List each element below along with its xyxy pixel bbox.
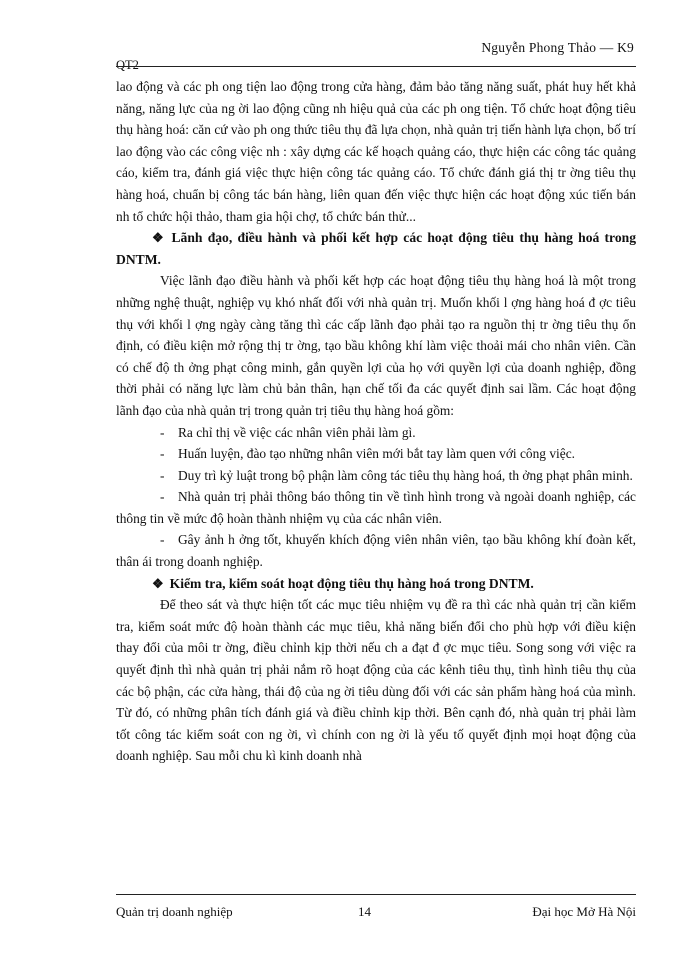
dash-bullet-icon: - xyxy=(160,446,165,462)
paragraph-1: lao động và các ph ong tiện lao động trong cửa hàng, đảm bảo tăng năng suất, phát huy hết khả năng, năng lực của ng ời lao động cũng nh hiệu quả của các ph ong tiện. Tổ chức hoạt động tiêu thụ hàng hoá: căn cứ vào ph ong thức tiêu thụ đã lựa chọn, nhà quản trị tiến hành lựa chọn, bố trí lao động vào các công việc nh : xây dựng các kế hoạch quảng cáo, thực hiện các công tác quảng cáo, kiểm tra, đánh giá việc thực hiện công tác quảng cáo. Tổ chức đánh giá thị tr ờng tiêu thụ hàng hoá, chuẩn bị công tác bán hàng, liên quan đến việc thực hiện các hoạt động xúc tiến bán nh tổ chức hội thảo, tham gia hội chợ, tổ chức bán thử... xyxy=(116,79,636,224)
section-heading-control xyxy=(116,573,636,595)
header-author: Nguyễn Phong Thảo — K9 xyxy=(481,40,634,55)
header-code: QT2 xyxy=(116,58,139,72)
diamond-bullet-icon: ❖ xyxy=(152,230,166,246)
page-number: 14 xyxy=(358,904,371,919)
diamond-bullet-icon: ❖ xyxy=(152,575,164,591)
list-item: - Huấn luyện, đào tạo những nhân viên mới bắt tay làm quen với công việc. xyxy=(116,443,636,465)
list-item: - Duy trì kỷ luật trong bộ phận làm công tác tiêu thụ hàng hoá, th ởng phạt phân minh. xyxy=(116,465,636,487)
heading-text: Lãnh đạo, điều hành và phối kết hợp các hoạt động tiêu thụ hàng hoá trong DNTM. xyxy=(116,230,636,267)
paragraph-3: Để theo sát và thực hiện tốt các mục tiêu nhiệm vụ đề ra thì các nhà quản trị cần kiểm tra, kiểm soát mức độ hoàn thành các mục tiêu, khả năng biến đổi cho phù hợp với điều kiện thay đổi của môi tr ờng, điều chỉnh kịp thời nếu ch a đạt đ ợc mục tiêu. Song song với việc ra quyết định thì nhà quản trị phải nắm rõ hoạt động của các kênh tiêu thụ, tình hình tiêu thụ của các bộ phận, các cửa hàng, thái độ của ng ời tiêu dùng đối với các sản phẩm hàng hoá của mình. Từ đó, có những phân tích đánh giá và điều chỉnh kịp thời. Bên cạnh đó, nhà quản trị phải làm tốt công tác kiểm soát con ng ời, vì chính con ng ời là yếu tố quyết định mọi hoạt động của doanh nghiệp. Sau mỗi chu kì kinh doanh nhà xyxy=(116,597,636,764)
dash-bullet-icon: - xyxy=(160,424,165,440)
dash-bullet-icon: - xyxy=(160,467,165,483)
section-heading-leadership xyxy=(116,227,636,270)
header-rule xyxy=(116,66,636,67)
paragraph-2: Việc lãnh đạo điều hành và phối kết hợp các hoạt động tiêu thụ hàng hoá là một trong những nghệ thuật, nghiệp vụ khó nhất đối với nhà quản trị. Muốn khối l ợng hàng hoá đ ợc tiêu thụ với khối l ợng ngày càng tăng thì các cấp lãnh đạo phải tạo ra nguồn thị tr ờng tiêu thụ ổn định, có điều kiện mở rộng thị tr ờng, tạo bầu không khí làm việc thoải mái cho nhân viên. Cần có chế độ th ởng phạt công minh, gắn quyền lợi của họ với quyền lợi của doanh nghiệp, đồng thời phải có năng lực làm chủ bản thân, hạn chế tối đa các quyết định sai lầm. Các hoạt động lãnh đạo của nhà quản trị trong quản trị tiêu thụ hàng hoá gồm: xyxy=(116,273,636,418)
document-body xyxy=(116,76,636,767)
list-item: - Gây ảnh h ởng tốt, khuyến khích động viên nhân viên, tạo bầu không khí đoàn kết, thân ái trong doanh nghiệp. xyxy=(116,529,636,572)
footer-rule xyxy=(116,894,636,895)
dash-bullet-icon: - xyxy=(160,489,165,505)
footer-university: Đại học Mở Hà Nội xyxy=(532,904,636,919)
dash-bullet-icon: - xyxy=(160,532,165,548)
list-item: - Nhà quản trị phải thông báo thông tin về tình hình trong và ngoài doanh nghiệp, các thông tin về mức độ hoàn thành nhiệm vụ của các nhân viên. xyxy=(116,486,636,529)
heading-text: Kiểm tra, kiểm soát hoạt động tiêu thụ hàng hoá trong DNTM. xyxy=(169,575,534,591)
list-item: - Ra chỉ thị về việc các nhân viên phải làm gì. xyxy=(116,422,636,444)
footer-course: Quản trị doanh nghiệp xyxy=(116,904,233,919)
